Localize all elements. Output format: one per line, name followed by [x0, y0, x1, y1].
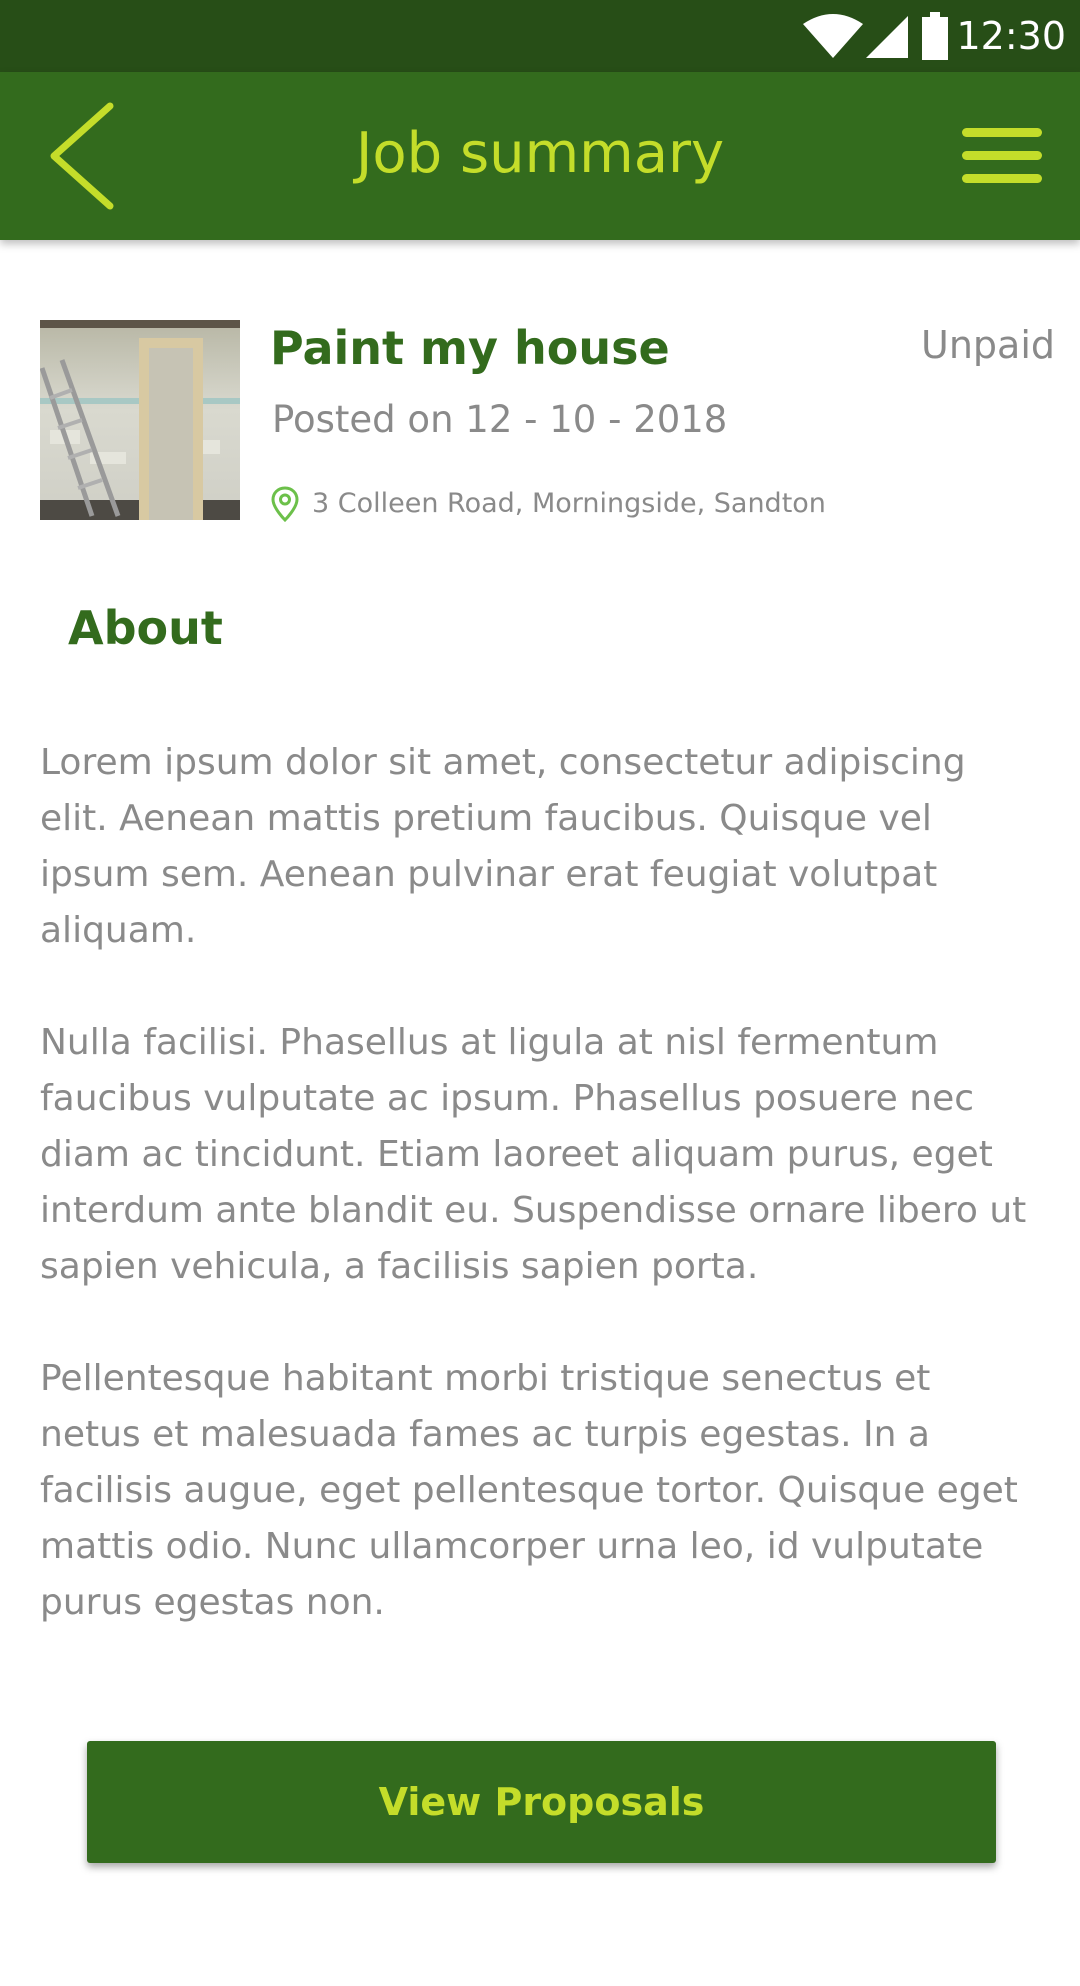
about-paragraph-1: Lorem ipsum dolor sit amet, consectetur adipiscing elit. Aenean mattis pretium faucibus. Quisque vel ipsum sem. Aenean pulvinar erat feugiat volutpat aliquam. — [40, 742, 966, 951]
signal-icon — [864, 14, 910, 60]
status-bar — [0, 0, 1080, 72]
view-proposals-button[interactable]: View Proposals — [87, 1741, 996, 1863]
posted-date: 12 - 10 - 2018 — [465, 398, 728, 441]
payment-status: Unpaid — [921, 323, 1055, 367]
status-time: 12:30 — [956, 14, 1066, 58]
about-heading: About — [68, 601, 223, 655]
posted-label: Posted on — [272, 398, 454, 441]
menu-button[interactable] — [960, 120, 1044, 192]
about-description — [40, 735, 1040, 1687]
battery-icon — [922, 12, 948, 60]
posted-date-line — [272, 395, 727, 445]
job-location — [270, 484, 826, 524]
job-thumbnail — [40, 320, 240, 520]
app-bar — [0, 72, 1080, 240]
wifi-icon — [802, 14, 864, 60]
job-title: Paint my house — [270, 321, 670, 375]
location-pin-icon — [270, 486, 300, 522]
page-title: Job summary — [355, 121, 725, 186]
location-text: 3 Colleen Road, Morningside, Sandton — [312, 488, 826, 519]
hamburger-menu-icon — [960, 120, 1044, 192]
job-photo — [40, 320, 240, 520]
about-paragraph-3: Pellentesque habitant morbi tristique senectus et netus et malesuada fames ac turpis egestas. In a facilisis augue, eget pellentesque tortor. Quisque eget mattis odio. Nunc ullamcorper urna leo, id vulputate purus egestas non. — [40, 1358, 1018, 1623]
about-paragraph-2: Nulla facilisi. Phasellus at ligula at nisl fermentum faucibus vulputate ac ipsum. Phasellus posuere nec diam ac tincidunt. Etiam laoreet aliquam purus, eget interdum ante blandit eu. Suspendisse ornare libero ut sapien vehicula, a facilisis sapien porta. — [40, 1022, 1027, 1287]
